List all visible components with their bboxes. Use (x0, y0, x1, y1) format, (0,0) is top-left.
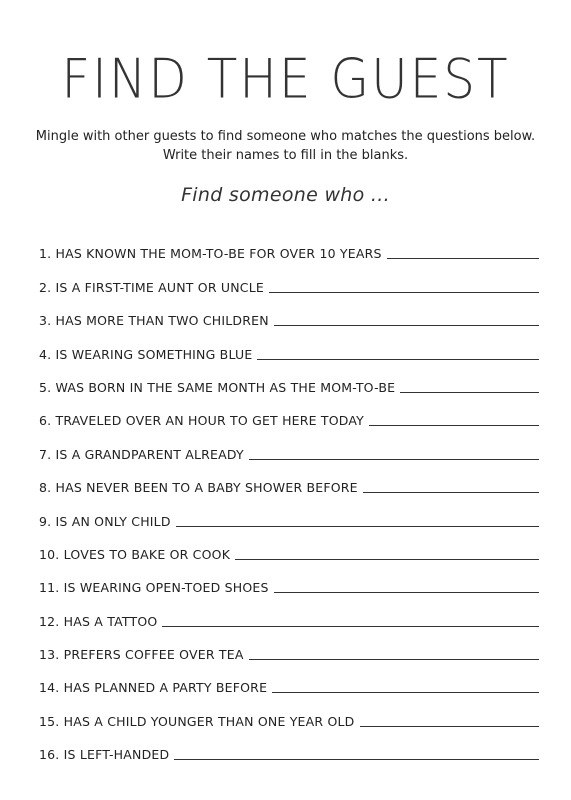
question-row (39, 233, 539, 266)
question-row (39, 500, 539, 533)
answer-blank (387, 258, 539, 259)
answer-blank (400, 392, 539, 393)
answer-blank (363, 492, 539, 493)
question-text: 12. HAS A TATTOO (39, 613, 158, 629)
answer-blank (257, 359, 539, 360)
question-text: 13. PREFERS COFFEE OVER TEA (39, 647, 244, 663)
answer-blank (360, 726, 540, 727)
answer-blank (162, 626, 539, 627)
question-text: 2. IS A FIRST-TIME AUNT OR UNCLE (39, 279, 264, 295)
answer-blank (369, 425, 539, 426)
question-text: 7. IS A GRANDPARENT ALREADY (39, 446, 244, 462)
question-row (39, 534, 539, 567)
question-row (39, 367, 539, 400)
instructions-text: Mingle with other guests to find someone who matches the questions below. Write their names to fill in the blanks. (35, 129, 536, 163)
question-text: 11. IS WEARING OPEN-TOED SHOES (39, 580, 269, 596)
answer-blank (249, 659, 539, 660)
answer-blank (274, 325, 539, 326)
question-row (39, 266, 539, 299)
answer-blank (269, 292, 539, 293)
question-row (39, 600, 539, 633)
question-text: 1. HAS KNOWN THE MOM-TO-BE FOR OVER 10 YEARS (39, 246, 382, 262)
question-text: 16. IS LEFT-HANDED (39, 747, 170, 763)
answer-blank (174, 759, 539, 760)
question-row (39, 333, 539, 366)
question-row (39, 400, 539, 433)
question-text: 5. WAS BORN IN THE SAME MONTH AS THE MOM-TO-BE (39, 379, 396, 395)
question-row (39, 734, 539, 767)
question-row (39, 634, 539, 667)
answer-blank (235, 559, 539, 560)
question-row (39, 300, 539, 333)
question-row (39, 433, 539, 466)
question-row (39, 467, 539, 500)
answer-blank (176, 526, 539, 527)
question-text: 4. IS WEARING SOMETHING BLUE (39, 346, 253, 362)
question-row (39, 567, 539, 600)
answer-blank (249, 459, 539, 460)
question-row (39, 700, 539, 733)
page-title: FIND THE GUEST (61, 47, 510, 111)
question-text: 15. HAS A CHILD YOUNGER THAN ONE YEAR OLD (39, 713, 355, 729)
subtitle: Find someone who ... (181, 184, 390, 206)
question-text: 6. TRAVELED OVER AN HOUR TO GET HERE TODAY (39, 413, 365, 429)
question-text: 3. HAS MORE THAN TWO CHILDREN (39, 313, 269, 329)
question-text: 8. HAS NEVER BEEN TO A BABY SHOWER BEFORE (39, 480, 358, 496)
question-row (39, 667, 539, 700)
question-list (39, 233, 539, 767)
question-text: 9. IS AN ONLY CHILD (39, 513, 171, 529)
answer-blank (274, 592, 539, 593)
question-text: 14. HAS PLANNED A PARTY BEFORE (39, 680, 268, 696)
answer-blank (272, 692, 539, 693)
question-text: 10. LOVES TO BAKE OR COOK (39, 546, 231, 562)
